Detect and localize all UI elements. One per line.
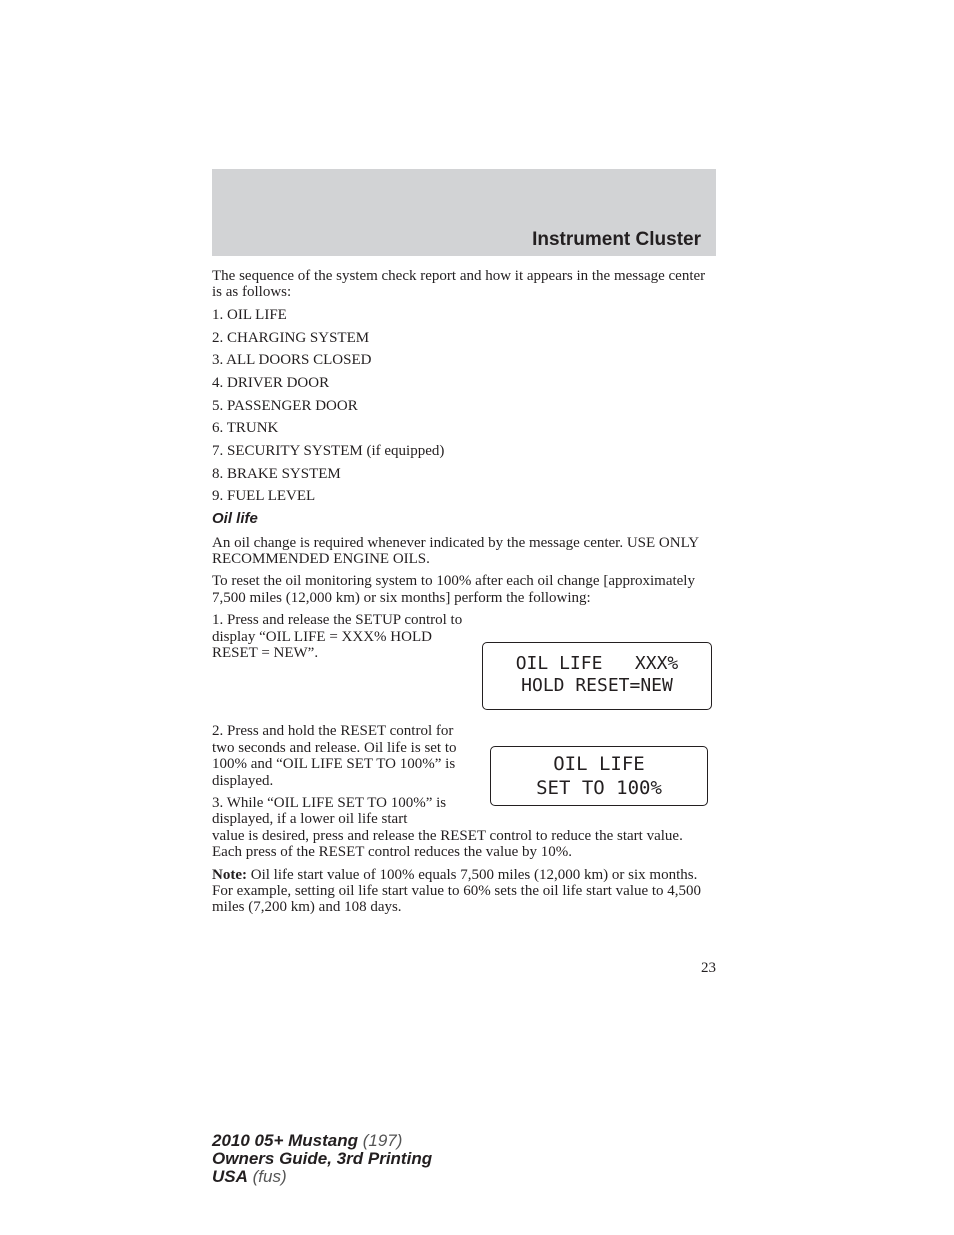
oil-life-display-illustration bbox=[482, 642, 712, 710]
oil-life-set-display-illustration bbox=[490, 746, 708, 806]
page-content bbox=[212, 268, 716, 922]
note-paragraph bbox=[212, 867, 716, 916]
display-line: OIL LIFE XXX% bbox=[515, 653, 679, 674]
display-line: SET TO 100% bbox=[536, 777, 662, 799]
footer-edition: Owners Guide, 3rd Printing bbox=[212, 1149, 433, 1168]
reset-instructions-paragraph: To reset the oil monitoring system to 100% after each oil change [approximately 7,500 miles (12,000 km) or six months] perform the following: bbox=[212, 573, 695, 606]
oil-life-heading: Oil life bbox=[212, 510, 258, 528]
document-footer bbox=[212, 1132, 432, 1186]
step-3-rest: value is desired, press and release the RESET control to reduce the start value. Each press of the RESET control reduces the value by 10%. bbox=[212, 827, 683, 861]
footer-market-code: (fus) bbox=[247, 1167, 287, 1186]
list-item: 9. FUEL LEVEL bbox=[212, 488, 316, 505]
system-check-list bbox=[212, 307, 716, 505]
list-item: 3. ALL DOORS CLOSED bbox=[212, 352, 372, 369]
step-2: 2. Press and hold the RESET control for two seconds and release. Oil life is set to 100% and “OIL LIFE SET TO 100%” is displayed. bbox=[212, 723, 457, 789]
footer-model-code: (197) bbox=[358, 1131, 403, 1150]
note-label: Note: bbox=[212, 866, 247, 883]
display-line: HOLD RESET=NEW bbox=[521, 675, 673, 696]
section-title: Instrument Cluster bbox=[532, 229, 701, 250]
section-header-band bbox=[212, 169, 716, 256]
list-item: 6. TRUNK bbox=[212, 420, 279, 437]
list-item: 7. SECURITY SYSTEM (if equipped) bbox=[212, 443, 445, 460]
list-item: 2. CHARGING SYSTEM bbox=[212, 329, 370, 346]
oil-change-paragraph: An oil change is required whenever indicated by the message center. USE ONLY RECOMMENDED ENGINE OILS. bbox=[212, 534, 699, 567]
step-1: 1. Press and release the SETUP control to display “OIL LIFE = XXX% HOLD RESET = NEW”. bbox=[212, 612, 463, 661]
display-line: OIL LIFE bbox=[553, 753, 645, 775]
list-item: 4. DRIVER DOOR bbox=[212, 374, 330, 391]
page-number: 23 bbox=[701, 960, 716, 976]
note-text: Oil life start value of 100% equals 7,500 miles (12,000 km) or six months. For example, setting oil life start value to 60% sets the oil life start value to 4,500 miles (7,200 km) and 108 days. bbox=[212, 866, 702, 916]
list-item: 1. OIL LIFE bbox=[212, 306, 287, 323]
intro-paragraph: The sequence of the system check report and how it appears in the message center is as follows: bbox=[212, 268, 706, 301]
footer-market: USA bbox=[212, 1167, 248, 1186]
footer-model: 2010 05+ Mustang bbox=[212, 1131, 358, 1150]
step-3-start: 3. While “OIL LIFE SET TO 100%” is displayed, if a lower oil life start bbox=[212, 795, 447, 828]
list-item: 8. BRAKE SYSTEM bbox=[212, 465, 341, 482]
list-item: 5. PASSENGER DOOR bbox=[212, 397, 358, 414]
